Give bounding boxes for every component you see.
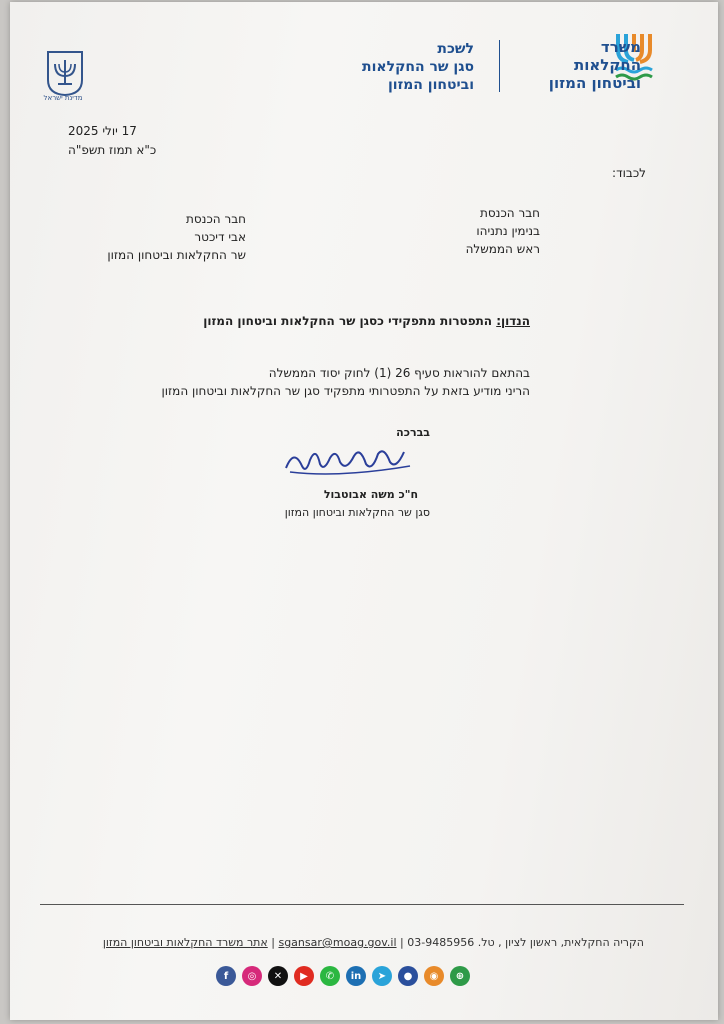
letter-page bbox=[10, 2, 718, 1020]
emblem-caption: מדינת ישראל bbox=[43, 94, 83, 102]
footer-divider bbox=[40, 904, 684, 905]
addressee-line: חבר הכנסת bbox=[185, 212, 246, 226]
addressee-line: אבי דיכטר bbox=[194, 230, 246, 244]
ministry-logo-line: משרד bbox=[600, 38, 641, 56]
body-text bbox=[161, 364, 530, 400]
facebook-icon[interactable]: f bbox=[216, 966, 236, 986]
footer-email-link[interactable]: sgansar@moag.gov.il bbox=[278, 936, 397, 949]
subject-line bbox=[203, 312, 530, 330]
bureau-line: וביטחון המזון bbox=[387, 77, 474, 93]
footer-site-link[interactable]: אתר משרד החקלאות וביטחון המזון bbox=[102, 936, 268, 949]
footer-separator: | bbox=[271, 936, 275, 949]
closing-greeting: בברכה bbox=[396, 426, 430, 439]
addressee-line: ראש הממשלה bbox=[465, 242, 540, 256]
bureau-line: לשכת bbox=[437, 41, 474, 57]
whatsapp-icon[interactable]: ✆ bbox=[320, 966, 340, 986]
footer-contact: הקריה החקלאית, ראשון לציון , טל. 03-9485956 | sgansar@moag.gov.il | אתר משרד החקלאות וביטחון המזון bbox=[102, 936, 644, 949]
subject-label: הנדון: bbox=[496, 314, 530, 328]
addressee-line: בנימין נתניהו bbox=[476, 224, 540, 238]
youtube-icon[interactable]: ▶ bbox=[294, 966, 314, 986]
subject-text: התפטרות מתפקידי כסגן שר החקלאות וביטחון המזון bbox=[203, 314, 493, 328]
x-icon[interactable]: ✕ bbox=[268, 966, 288, 986]
telegram-icon[interactable]: ➤ bbox=[372, 966, 392, 986]
footer-address: הקריה החקלאית, ראשון לציון bbox=[505, 936, 644, 949]
footer-separator: | bbox=[400, 936, 404, 949]
hebrew-date: כ"א תמוז תשפ"ה bbox=[68, 143, 157, 157]
bureau-line: סגן שר החקלאות bbox=[362, 59, 474, 75]
signer-name: ח"כ משה אבוטבול bbox=[323, 488, 418, 501]
body-line: הריני מודיע בזאת על התפטרותי מתפקיד סגן שר החקלאות וביטחון המזון bbox=[161, 384, 530, 398]
footer-phone: טל. 03-9485956 bbox=[407, 936, 495, 949]
ministry-logo-text bbox=[549, 38, 641, 92]
header-divider bbox=[499, 40, 500, 92]
gregorian-date: 17 יולי 2025 bbox=[68, 124, 137, 138]
addressee-right bbox=[466, 204, 540, 258]
podcast-icon[interactable]: ◉ bbox=[424, 966, 444, 986]
addressee-left bbox=[107, 210, 246, 264]
body-line: בהתאם להוראות סעיף 26 (1) לחוק יסוד הממשלה bbox=[268, 366, 530, 380]
bureau-title bbox=[362, 40, 474, 94]
signer-title: סגן שר החקלאות וביטחון המזון bbox=[284, 506, 430, 519]
signature-icon bbox=[280, 442, 420, 482]
globe-icon[interactable]: ⊕ bbox=[450, 966, 470, 986]
ministry-logo-line: החקלאות bbox=[573, 56, 641, 74]
social-icons bbox=[216, 966, 470, 986]
addressee-line: שר החקלאות וביטחון המזון bbox=[107, 248, 246, 262]
state-emblem-icon bbox=[46, 50, 84, 96]
addressee-line: חבר הכנסת bbox=[479, 206, 540, 220]
instagram-icon[interactable]: ◎ bbox=[242, 966, 262, 986]
linkedin-icon[interactable]: in bbox=[346, 966, 366, 986]
flickr-icon[interactable]: ● bbox=[398, 966, 418, 986]
ministry-logo-line: וביטחון המזון bbox=[548, 74, 641, 92]
salutation: לכבוד: bbox=[612, 166, 646, 180]
